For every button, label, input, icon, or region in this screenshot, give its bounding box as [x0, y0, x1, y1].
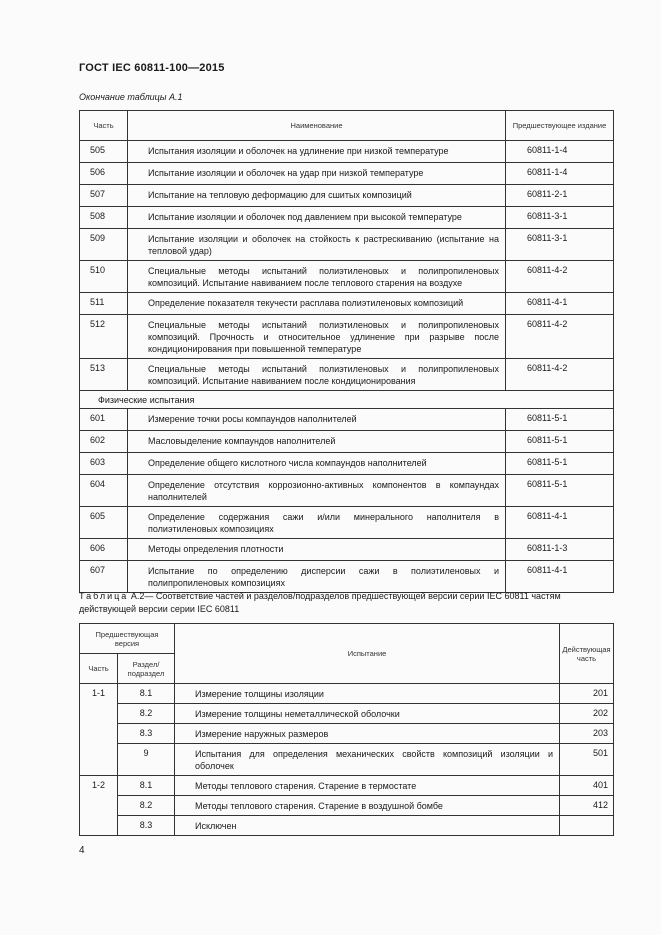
table2-row [80, 776, 614, 796]
table1-cell-part: 602 [80, 431, 128, 453]
table1-row [80, 315, 614, 359]
table2-cell-current: 401 [560, 776, 614, 796]
document-header: ГОСТ IEC 60811-100—2015 [79, 62, 225, 74]
table2-row [80, 704, 614, 724]
table1 [79, 110, 614, 593]
table1-cell-part: 607 [80, 561, 128, 593]
table2-caption-prefix: Таблица [79, 591, 129, 601]
table1-cell-name: Испытания изоляции и оболочек на удлинение при низкой температуре [128, 141, 506, 163]
table2-cell-section: 8.3 [118, 724, 175, 744]
table2-cell-current: 412 [560, 796, 614, 816]
table2-caption [79, 590, 614, 616]
table1-cell-prev: 60811-5-1 [506, 409, 614, 431]
table1-cell-name: Масловыделение компаундов наполнителей [128, 431, 506, 453]
table1-cell-prev: 60811-4-1 [506, 293, 614, 315]
table1-row [80, 261, 614, 293]
table2-head-part: Часть [80, 654, 118, 684]
table1-cell-part: 505 [80, 141, 128, 163]
table1-cell-prev: 60811-2-1 [506, 185, 614, 207]
table1-cell-prev: 60811-5-1 [506, 453, 614, 475]
table1-section-row [80, 391, 614, 409]
table1-cell-part: 605 [80, 507, 128, 539]
table1-cell-name: Испытание на тепловую деформацию для сшитых композиций [128, 185, 506, 207]
table2-row [80, 684, 614, 704]
table1-row [80, 163, 614, 185]
table1-cell-part: 509 [80, 229, 128, 261]
table2-cell-test: Измерение толщины изоляции [175, 684, 560, 704]
table1-caption: Окончание таблицы А.1 [79, 92, 183, 102]
table1-row [80, 561, 614, 593]
table1-row [80, 409, 614, 431]
table2-cell-part [80, 816, 118, 836]
table1-row [80, 229, 614, 261]
table1-cell-name: Испытание изоляции и оболочек на удар при низкой температуре [128, 163, 506, 185]
table1-cell-prev: 60811-4-2 [506, 315, 614, 359]
table2-head-test: Испытание [175, 624, 560, 684]
table1-cell-prev: 60811-4-2 [506, 359, 614, 391]
table1-row [80, 207, 614, 229]
table1-cell-name: Определение показателя текучести расплава полиэтиленовых композиций [128, 293, 506, 315]
table1-row [80, 431, 614, 453]
table1-cell-part: 508 [80, 207, 128, 229]
table1-row [80, 507, 614, 539]
table1-col-name: Наименование [128, 111, 506, 141]
table1-cell-name: Определение содержания сажи и/или минерального наполнителя в полиэтиленовых композициях [128, 507, 506, 539]
table1-cell-prev: 60811-3-1 [506, 207, 614, 229]
table2-cell-section: 8.2 [118, 704, 175, 724]
table1-cell-name: Методы определения плотности [128, 539, 506, 561]
table1-cell-part: 604 [80, 475, 128, 507]
table1-cell-prev: 60811-4-1 [506, 561, 614, 593]
table1-cell-part: 606 [80, 539, 128, 561]
table1-cell-part: 507 [80, 185, 128, 207]
table1-cell-part: 506 [80, 163, 128, 185]
table1-cell-part: 512 [80, 315, 128, 359]
page-number: 4 [79, 845, 85, 856]
table2-head-current: Действующая часть [560, 624, 614, 684]
table2-cell-part [80, 724, 118, 744]
table2-cell-part [80, 796, 118, 816]
table1-cell-part: 601 [80, 409, 128, 431]
table2-head-section: Раздел/ подраздел [118, 654, 175, 684]
table1-row [80, 539, 614, 561]
table1-cell-name: Определение общего кислотного числа компаундов наполнителей [128, 453, 506, 475]
table1-cell-name: Специальные методы испытаний полиэтиленовых и полипропиленовых композиций. Испытание навиванием после теплового старения на воздухе [128, 261, 506, 293]
table1-cell-prev: 60811-4-1 [506, 507, 614, 539]
table1-cell-prev: 60811-1-3 [506, 539, 614, 561]
table2-cell-part: 1-2 [80, 776, 118, 796]
table2-cell-section: 8.1 [118, 684, 175, 704]
table2-cell-current: 203 [560, 724, 614, 744]
table1-cell-prev: 60811-3-1 [506, 229, 614, 261]
table1-row [80, 359, 614, 391]
table2-caption-text: — Соответствие частей и разделов/подразделов предшествующей версии серии IEC 60811 частям действующей версии серии IEC 60811 [79, 591, 561, 614]
table1-cell-name: Специальные методы испытаний полиэтиленовых и полипропиленовых композиций. Испытание навиванием после кондиционирования [128, 359, 506, 391]
table2-cell-section: 8.1 [118, 776, 175, 796]
table2-cell-test: Измерение толщины неметаллической оболочки [175, 704, 560, 724]
table1-cell-prev: 60811-1-4 [506, 163, 614, 185]
table2-cell-test: Методы теплового старения. Старение в воздушной бомбе [175, 796, 560, 816]
table2-row [80, 744, 614, 776]
table1-row [80, 293, 614, 315]
table2-cell-test: Исключен [175, 816, 560, 836]
table1-cell-name: Специальные методы испытаний полиэтиленовых и полипропиленовых композиций. Прочность и относительное удлинение при разрыве после кондиционирования при повышенной температуре [128, 315, 506, 359]
table2-cell-section: 9 [118, 744, 175, 776]
table2-cell-part [80, 744, 118, 776]
table1-cell-name: Измерение точки росы компаундов наполнителей [128, 409, 506, 431]
table1-cell-name: Определение отсутствия коррозионно-активных компонентов в компаундах наполнителей [128, 475, 506, 507]
table1-cell-prev: 60811-5-1 [506, 475, 614, 507]
table2-cell-current: 202 [560, 704, 614, 724]
table1-col-part: Часть [80, 111, 128, 141]
table1-row [80, 141, 614, 163]
table2-caption-num: А.2 [130, 591, 145, 601]
table1-cell-prev: 60811-4-2 [506, 261, 614, 293]
table1-row [80, 185, 614, 207]
table2-cell-test: Измерение наружных размеров [175, 724, 560, 744]
table1-cell-part: 603 [80, 453, 128, 475]
table1-row [80, 475, 614, 507]
table2 [79, 623, 614, 836]
table2-row [80, 796, 614, 816]
table2-cell-part: 1-1 [80, 684, 118, 704]
table2-cell-part [80, 704, 118, 724]
table1-cell-part: 510 [80, 261, 128, 293]
table2-row [80, 816, 614, 836]
table1-section-label: Физические испытания [80, 391, 614, 409]
table1-cell-part: 511 [80, 293, 128, 315]
table1-cell-name: Испытание изоляции и оболочек на стойкость к растрескиванию (испытание на тепловой удар) [128, 229, 506, 261]
table2-head-prev: Предшествующая версия [80, 624, 175, 654]
table2-cell-test: Методы теплового старения. Старение в термостате [175, 776, 560, 796]
table1-cell-name: Испытание изоляции и оболочек под давлением при высокой температуре [128, 207, 506, 229]
table2-cell-test: Испытания для определения механических свойств композиций изоляции и оболочек [175, 744, 560, 776]
table1-cell-prev: 60811-5-1 [506, 431, 614, 453]
table2-cell-section: 8.3 [118, 816, 175, 836]
table2-cell-section: 8.2 [118, 796, 175, 816]
table1-row [80, 453, 614, 475]
table2-cell-current [560, 816, 614, 836]
table1-cell-name: Испытание по определению дисперсии сажи в полиэтиленовых и полипропиленовых композициях [128, 561, 506, 593]
table1-cell-prev: 60811-1-4 [506, 141, 614, 163]
table2-cell-current: 501 [560, 744, 614, 776]
table1-col-prev: Предшествующее издание [506, 111, 614, 141]
table2-row [80, 724, 614, 744]
table2-cell-current: 201 [560, 684, 614, 704]
table1-cell-part: 513 [80, 359, 128, 391]
